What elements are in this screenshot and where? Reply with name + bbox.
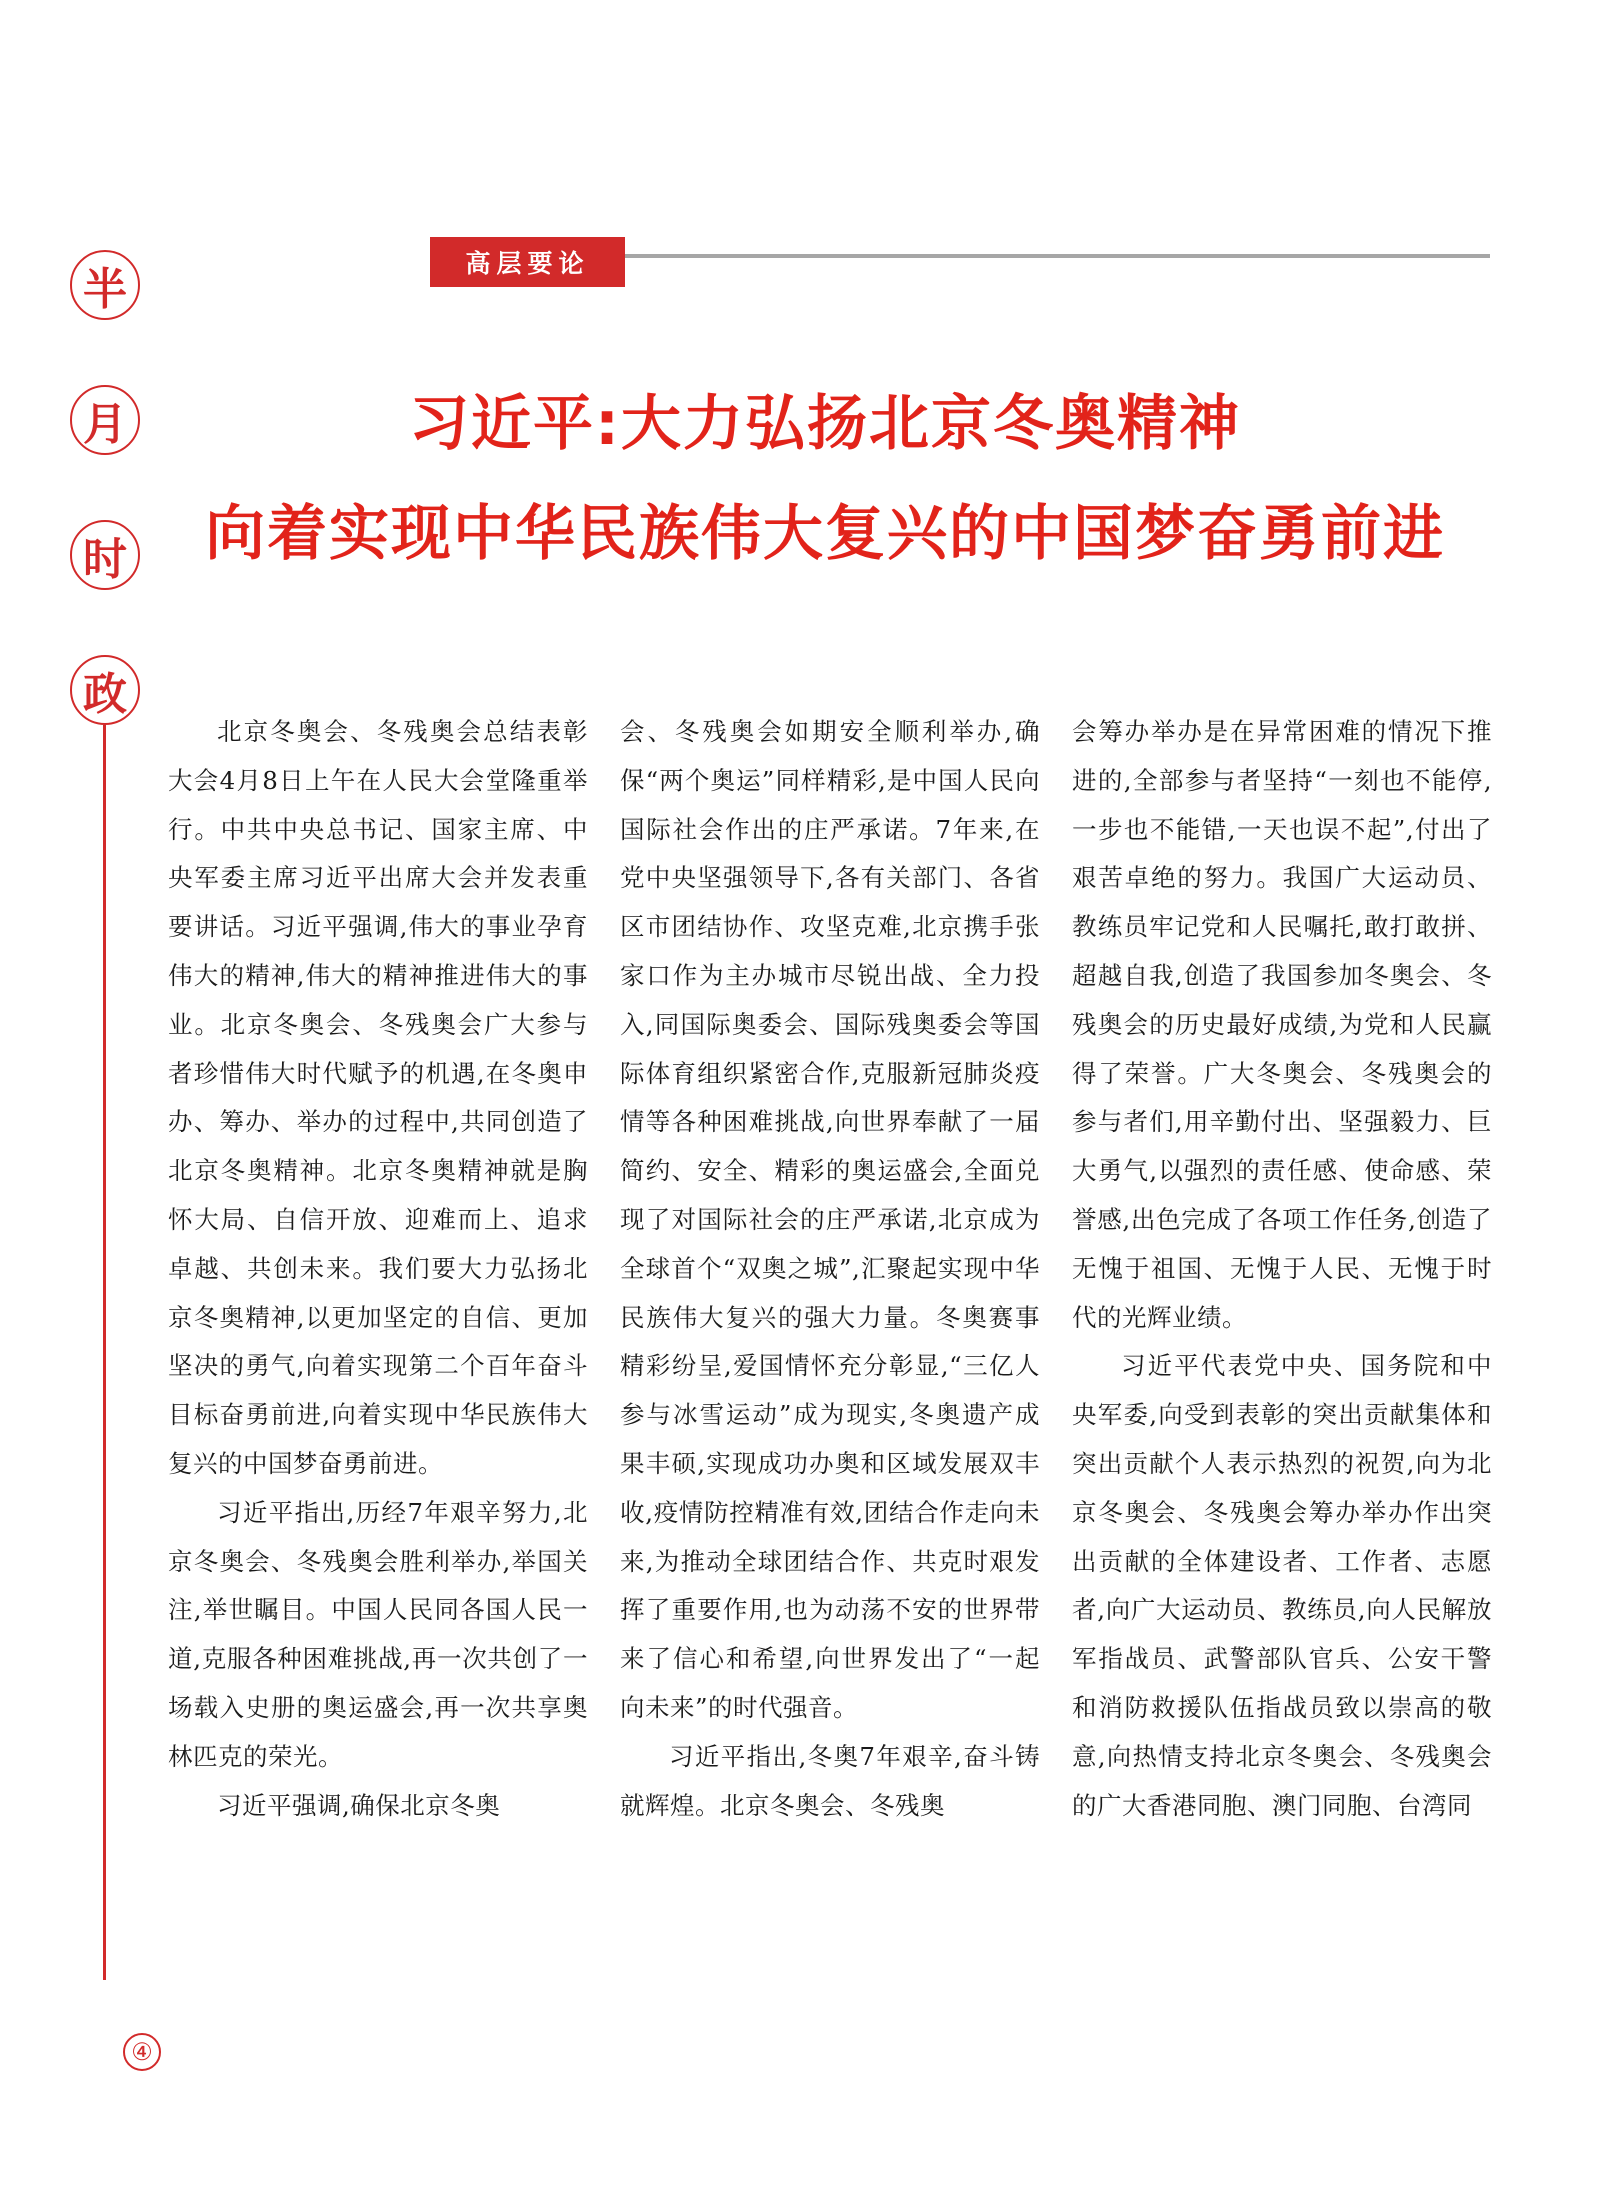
paragraph: 习近平强调,确保北京冬奥: [217, 1790, 501, 1820]
article-title-line2: 向着实现中华民族伟大复兴的中国梦奋勇前进: [205, 499, 1445, 569]
page-number: ④: [123, 2033, 161, 2071]
brand-char-shi: 时: [70, 520, 140, 590]
brand-vertical-rule: [103, 725, 106, 1980]
brand-char-ban: 半: [70, 250, 140, 320]
brand-char-zheng: 政: [70, 655, 140, 725]
paragraph: 习近平代表党中央、国务院和中央军委,向受到表彰的突出贡献集体和突出贡献个人表示热烈的祝贺,向为北京冬奥会、冬残奥会筹办举办作出突出贡献的全体建设者、工作者、志愿者,向广大运动员、教练员,向人民解放军指战员、武警部队官兵、公安干警和消防救援队伍指战员致以崇高的敬意,向热情支持北京冬奥会、冬残奥会的广大香港同胞、澳门同胞、台湾同: [1072, 1351, 1492, 1820]
paragraph: 习近平指出,冬奥7年艰辛,奋斗铸就辉煌。北京冬奥会、冬残奥: [620, 1741, 1040, 1820]
article-column-2: [620, 708, 1040, 1830]
brand-char-yue: 月: [70, 385, 140, 455]
paragraph: 会筹办举办是在异常困难的情况下推进的,全部参与者坚持“一刻也不能停,一步也不能错,一天也误不起”,付出了艰苦卓绝的努力。我国广大运动员、教练员牢记党和人民嘱托,敢打敢拼、超越自我,创造了我国参加冬奥会、冬残奥会的历史最好成绩,为党和人民赢得了荣誉。广大冬奥会、冬残奥会的参与者们,用辛勤付出、坚强毅力、巨大勇气,以强烈的责任感、使命感、荣誉感,出色完成了各项工作任务,创造了无愧于祖国、无愧于人民、无愧于时代的光辉业绩。: [1072, 717, 1492, 1332]
article-column-3: [1072, 708, 1492, 1830]
paragraph: 会、冬残奥会如期安全顺利举办,确保“两个奥运”同样精彩,是中国人民向国际社会作出的庄严承诺。7年来,在党中央坚强领导下,各有关部门、各省区市团结协作、攻坚克难,北京携手张家口作为主办城市尽锐出战、全力投入,同国际奥委会、国际残奥委会等国际体育组织紧密合作,克服新冠肺炎疫情等各种困难挑战,向世界奉献了一届简约、安全、精彩的奥运盛会,全面兑现了对国际社会的庄严承诺,北京成为全球首个“双奥之城”,汇聚起实现中华民族伟大复兴的强大力量。冬奥赛事精彩纷呈,爱国情怀充分彰显,“三亿人参与冰雪运动”成为现实,冬奥遗产成果丰硕,实现成功办奥和区域发展双丰收,疫情防控精准有效,团结合作走向未来,为推动全球团结合作、共克时艰发挥了重要作用,也为动荡不安的世界带来了信心和希望,向世界发出了“一起向未来”的时代强音。: [620, 717, 1040, 1722]
section-tag: 高层要论: [430, 237, 625, 287]
article-column-1: [168, 708, 588, 1830]
section-rule: [625, 254, 1490, 258]
paragraph: 北京冬奥会、冬残奥会总结表彰大会4月8日上午在人民大会堂隆重举行。中共中央总书记、国家主席、中央军委主席习近平出席大会并发表重要讲话。习近平强调,伟大的事业孕育伟大的精神,伟大的精神推进伟大的事业。北京冬奥会、冬残奥会广大参与者珍惜伟大时代赋予的机遇,在冬奥申办、筹办、举办的过程中,共同创造了北京冬奥精神。北京冬奥精神就是胸怀大局、自信开放、迎难而上、追求卓越、共创未来。我们要大力弘扬北京冬奥精神,以更加坚定的自信、更加坚决的勇气,向着实现第二个百年奋斗目标奋勇前进,向着实现中华民族伟大复兴的中国梦奋勇前进。: [168, 717, 588, 1478]
paragraph: 习近平指出,历经7年艰辛努力,北京冬奥会、冬残奥会胜利举办,举国关注,举世瞩目。中国人民同各国人民一道,克服各种困难挑战,再一次共创了一场载入史册的奥运盛会,再一次共享奥林匹克的荣光。: [168, 1497, 588, 1771]
article-title-line1: 习近平:大力弘扬北京冬奥精神: [409, 389, 1241, 459]
